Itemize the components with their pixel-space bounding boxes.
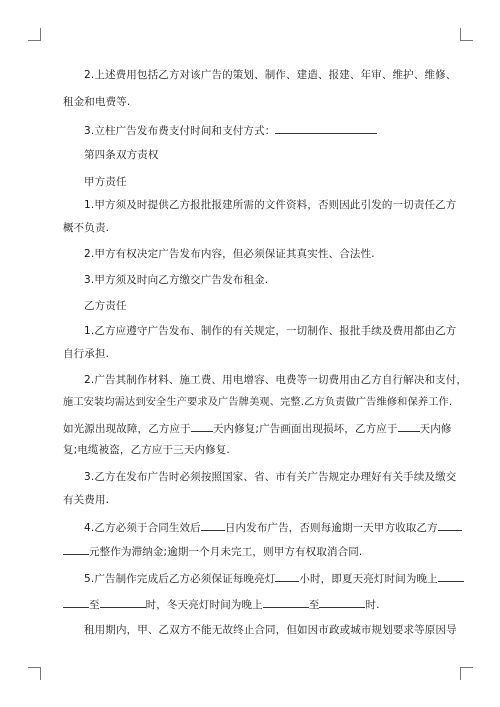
blank-fine-amount-start (438, 519, 462, 531)
paragraph-line: 施工安装均需达到安全生产要求及广告牌美观、完整.乙方负责做广告维修和保养工作. (63, 397, 453, 408)
crop-mark-bottom-right (460, 667, 473, 680)
text-segment: 天内修 (419, 423, 452, 435)
blank-screen-repair-days (398, 420, 420, 432)
paragraph-line: 概不负责. (63, 222, 110, 234)
paragraph-line: 3.甲方须及时向乙方缴交广告发布租金. (84, 274, 269, 286)
paragraph-line: 租金和电费等. (63, 96, 131, 108)
text-segment: 5.广告制作完成后乙方必须保证每晚亮灯 (84, 573, 276, 585)
blank-light-repair-days (191, 420, 213, 432)
text-segment: 4.乙方必须于合同生效后 (84, 522, 201, 534)
blank-publish-days (201, 519, 225, 531)
paragraph-line: 2.上述费用包括乙方对该广告的策划、制作、建造、报建、年审、维护、维修、 (84, 69, 457, 81)
text-segment: 元整作为滞纳金;逾期一个月未完工，则甲方有权取消合同. (89, 546, 363, 558)
paragraph-line: 租用期内，甲、乙双方不能无故终止合同，但如因市政或城市规划要求等原因导 (84, 624, 457, 636)
paragraph-line: 2.广告其制作材料、施工费、用电增容、电费等一切费用由乙方自行解决和支付， (84, 374, 468, 386)
paragraph-line (63, 543, 362, 559)
text-segment: 至 (308, 599, 320, 611)
blank-winter-start (263, 596, 309, 608)
crop-mark-top-left (28, 28, 41, 41)
paragraph-line: 有关费用. (63, 494, 110, 506)
paragraph-line (84, 519, 462, 535)
subsection-heading: 甲方责任 (84, 176, 127, 188)
section-heading: 第四条双方责权 (84, 149, 159, 161)
paragraph-line: 1.乙方应遵守广告发布、制作的有关规定，一切制作、报批手续及费用都由乙方 (84, 325, 457, 337)
text-segment: 时，冬天亮灯时间为晚上 (145, 599, 263, 611)
text-segment: 日内发布广告，否则每逾期一天甲方收取乙方 (224, 522, 438, 534)
paragraph-line: 2.甲方有权决定广告发布内容，但必须保证其真实性、合法性. (84, 248, 375, 260)
paragraph-line (84, 570, 464, 586)
text-segment: 时. (365, 599, 380, 611)
paragraph-line: 3.乙方在发布广告时必须按照国家、省、市有关广告规定办理好有关手续及缴交 (84, 471, 457, 483)
blank-summer-start (438, 570, 464, 582)
blank-summer-start-cont (63, 596, 89, 608)
text-segment: 小时，即夏天亮灯时间为晚上 (299, 573, 438, 585)
paragraph-line: 1.甲方须及时提供乙方报批报建所需的文件资料，否则因此引发的一切责任乙方 (84, 199, 457, 211)
blank-winter-end (319, 596, 365, 608)
fee-payment-label: 3.立柱广告发布费支付时间和支付方式： (84, 125, 276, 137)
paragraph-line (84, 122, 377, 138)
crop-mark-bottom-left (28, 667, 41, 680)
text-segment: 至 (89, 599, 100, 611)
paragraph-line (63, 420, 452, 436)
crop-mark-top-right (460, 28, 473, 41)
blank-summer-end (100, 596, 146, 608)
paragraph-line: 复;电缆被盗，乙方应于三天内修复. (63, 444, 230, 456)
blank-fine-amount (63, 543, 89, 555)
text-segment: 天内修复;广告画面出现损坏，乙方应于 (212, 423, 398, 435)
paragraph-line: 自行承担. (63, 348, 110, 360)
text-segment: 如光源出现故障，乙方应于 (63, 423, 191, 435)
paragraph-line (63, 596, 380, 612)
blank-payment-method (275, 122, 377, 134)
blank-light-hours (275, 570, 299, 582)
subsection-heading: 乙方责任 (84, 300, 127, 312)
